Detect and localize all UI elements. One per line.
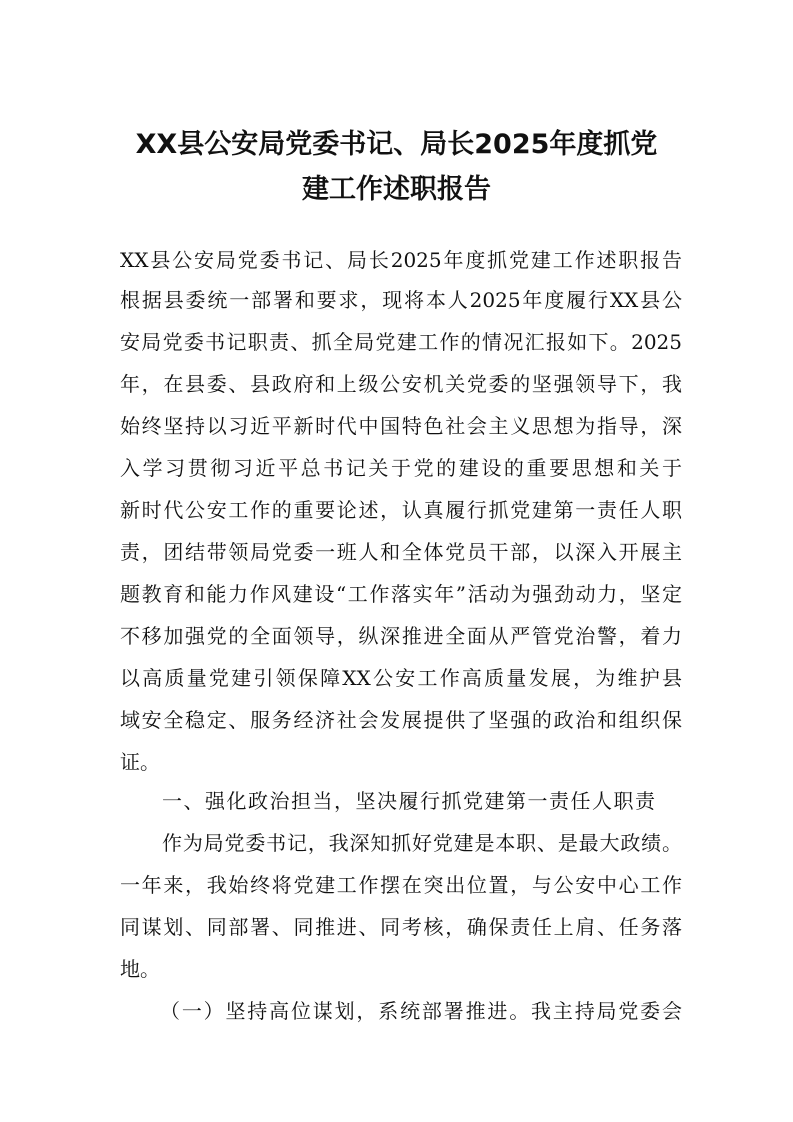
body-line: 一年来，我始终将党建工作摆在突出位置，与公安中心工作	[120, 873, 682, 897]
document-title-line-2: 建工作述职报告	[302, 174, 491, 205]
body-line: 责，团结带领局党委一班人和全体党员干部，以深入开展主	[120, 540, 682, 564]
body-line: 域安全稳定、服务经济社会发展提供了坚强的政治和组织保	[120, 708, 682, 732]
body-line: 新时代公安工作的重要论述，认真履行抓党建第一责任人职	[120, 498, 682, 522]
subsection-line: （一）坚持高位谋划，系统部署推进。我主持局党委会	[160, 999, 682, 1023]
body-line: 始终坚持以习近平新时代中国特色社会主义思想为指导，深	[120, 414, 682, 438]
body-line: 地。	[120, 957, 160, 981]
body-line: XX县公安局党委书记、局长2025年度抓党建工作述职报告	[120, 248, 682, 272]
body-line: 根据县委统一部署和要求，现将本人2025年度履行XX县公	[120, 288, 682, 312]
body-line: 入学习贯彻习近平总书记关于党的建设的重要思想和关于	[120, 456, 682, 480]
body-line: 题教育和能力作风建设“工作落实年”活动为强劲动力，坚定	[120, 582, 682, 606]
body-line: 以高质量党建引领保障XX公安工作高质量发展，为维护县	[120, 666, 682, 690]
body-line: 不移加强党的全面领导，纵深推进全面从严管党治警，着力	[120, 624, 682, 648]
document-title-line-1: XX县公安局党委书记、局长2025年度抓党	[135, 129, 658, 160]
body-line: 年，在县委、县政府和上级公安机关党委的坚强领导下，我	[120, 372, 682, 396]
body-line: 同谋划、同部署、同推进、同考核，确保责任上肩、任务落	[120, 915, 682, 939]
body-line: 安局党委书记职责、抓全局党建工作的情况汇报如下。2025	[120, 330, 682, 354]
body-line: 证。	[120, 750, 160, 774]
section-heading-1: 一、强化政治担当，坚决履行抓党建第一责任人职责	[162, 789, 657, 813]
body-line: 作为局党委书记，我深知抓好党建是本职、是最大政绩。	[162, 831, 682, 855]
